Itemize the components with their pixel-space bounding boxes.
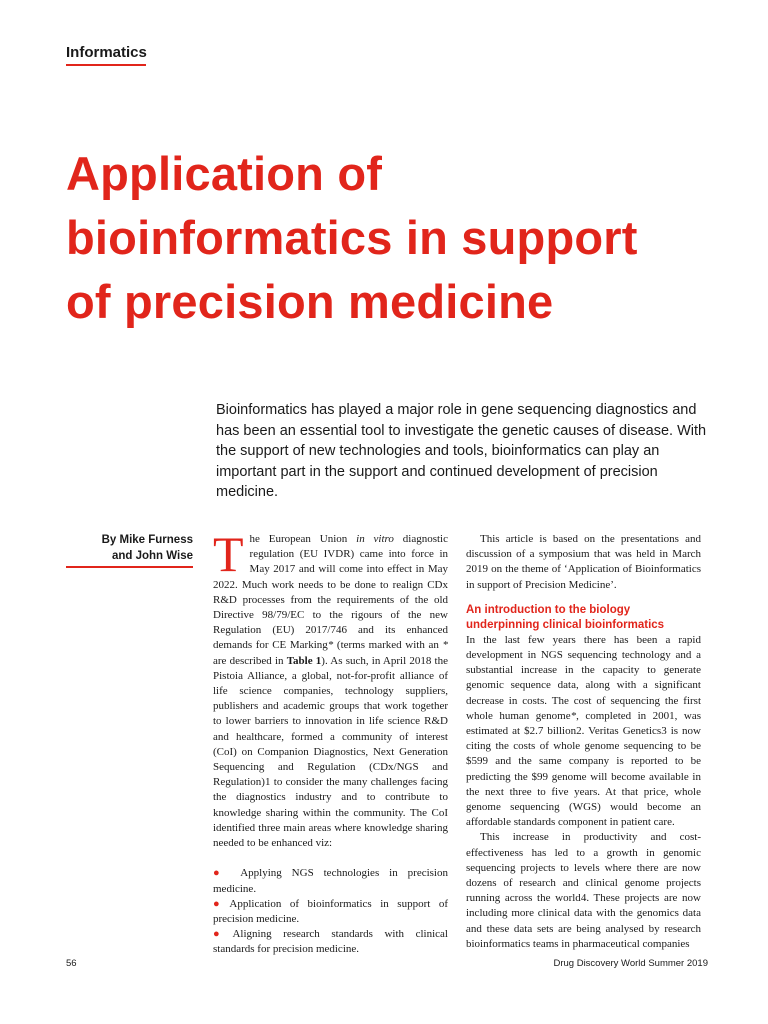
text-run: (terms marked with an — [333, 639, 443, 652]
table-reference: Table 1 — [286, 654, 322, 667]
byline-line: and John Wise — [111, 550, 193, 562]
body-column-1 — [213, 526, 448, 958]
text-run: is now citing the costs of whole genome sequencing to be $599 and the same company is reported to be predicting the $99 genome will become available in the next three to five years. At that price, whole genome sequencing (WGS) would become an affordable standards component in patient care. — [466, 725, 701, 829]
text-run: ). As such, in April 2018 the Pistoia Alliance, a global, not-for-profit alliance of life science companies, technology suppliers, publishers and academic groups that work together to lower barriers to innovation in life science R&D and healthcare, formed a community of interest (CoI) on Companion Diagnostics, Next Generation Sequencing and Regulation (CDx/NGS and Regulation) — [213, 654, 448, 789]
page-number: 56 — [66, 958, 77, 969]
text-italic: in vitro — [356, 533, 394, 545]
text-run: to consider the many challenges facing the diagnostics industry and to contribute to knowledge sharing within the community. The CoI identified three main areas where knowledge sharing needed to be enhanced viz: — [213, 776, 448, 850]
reference-number: 4 — [580, 892, 587, 905]
bullet-icon: ● — [213, 928, 229, 941]
section-label: Informatics — [66, 44, 147, 61]
title-line: bioinformatics in support — [66, 211, 638, 264]
standfirst: Bioinformatics has played a major role in gene sequencing diagnostics and has been an essential tool to investigate the genetic causes of disease. With the support of new technologies and tools, bioinformatics can play an important part in the support and continued development of precision medicine. — [216, 402, 707, 500]
byline — [66, 532, 193, 564]
text-run: are described in — [213, 654, 287, 667]
text-run: , completed in 2001, was estimated at $2.7 billion — [466, 709, 701, 738]
glossary-asterisk: * — [442, 639, 448, 652]
text-run: diagnostic regulation (EU IVDR) came into force in May 2017 and will come into effect in May 2022. Much work needs to be done to realign CDx R&D processes from the requirements of the old Directive 98/79/EC to the rigours of the new Regulation (EU) 2017/746 and its enhanced demands for CE Marking — [213, 533, 448, 652]
byline-line: By Mike Furness — [101, 534, 193, 546]
body-column-2 — [466, 532, 701, 952]
body-paragraph: This article is based on the presentations and discussion of a symposium that was held in March 2019 on the theme of ‘Application of Bioinformatics in support of Precision Medicine’. — [466, 533, 701, 591]
list-item-text: Aligning research standards with clinical standards for precision medicine. — [213, 928, 448, 956]
list-item-text: Application of bioinformatics in support of precision medicine. — [213, 897, 448, 926]
text-run: he European Union — [249, 533, 357, 545]
drop-cap: T — [213, 526, 244, 582]
glossary-asterisk: * — [570, 709, 577, 722]
body-paragraph — [466, 830, 701, 952]
text-run: This increase in productivity and cost-effectiveness has led to a growth in genomic sequencing projects to levels where there are now dozens of research and clinical genome projects running across the world — [466, 831, 701, 905]
title-line: of precision medicine — [66, 275, 554, 328]
reference-number: 2 — [576, 725, 582, 738]
reference-number: 1 — [264, 776, 271, 789]
byline-rule — [66, 566, 193, 568]
text-run: . These projects are now including more clinical data with the genomics data and these data sets are being analysed by research bioinformatics teams in pharmaceutical companies — [466, 892, 701, 950]
bullet-icon: ● — [213, 897, 226, 910]
section-subheading: An introduction to the biology underpinning clinical bioinformatics — [466, 603, 665, 631]
list-item — [213, 897, 448, 927]
body-paragraph — [213, 526, 448, 851]
list-item-text: Applying NGS technologies in precision medicine. — [213, 867, 448, 895]
list-item — [213, 866, 448, 896]
reference-number: 3 — [661, 725, 667, 738]
glossary-asterisk: * — [327, 639, 334, 652]
article-title — [66, 142, 746, 334]
list-item — [213, 927, 448, 957]
section-rule — [66, 64, 146, 66]
text-run: . Veritas Genetics — [581, 725, 662, 738]
bullet-icon: ● — [213, 867, 227, 880]
text-run: In the last few years there has been a rapid development in NGS sequencing technology and a substantial increase in the capacity to generate genomic sequence data, along with a significant decrease in costs. The cost of sequencing the first whole human genome — [466, 633, 701, 722]
body-paragraph — [466, 633, 701, 831]
title-line: Application of — [66, 147, 383, 200]
publication-footer: Drug Discovery World Summer 2019 — [553, 958, 708, 969]
